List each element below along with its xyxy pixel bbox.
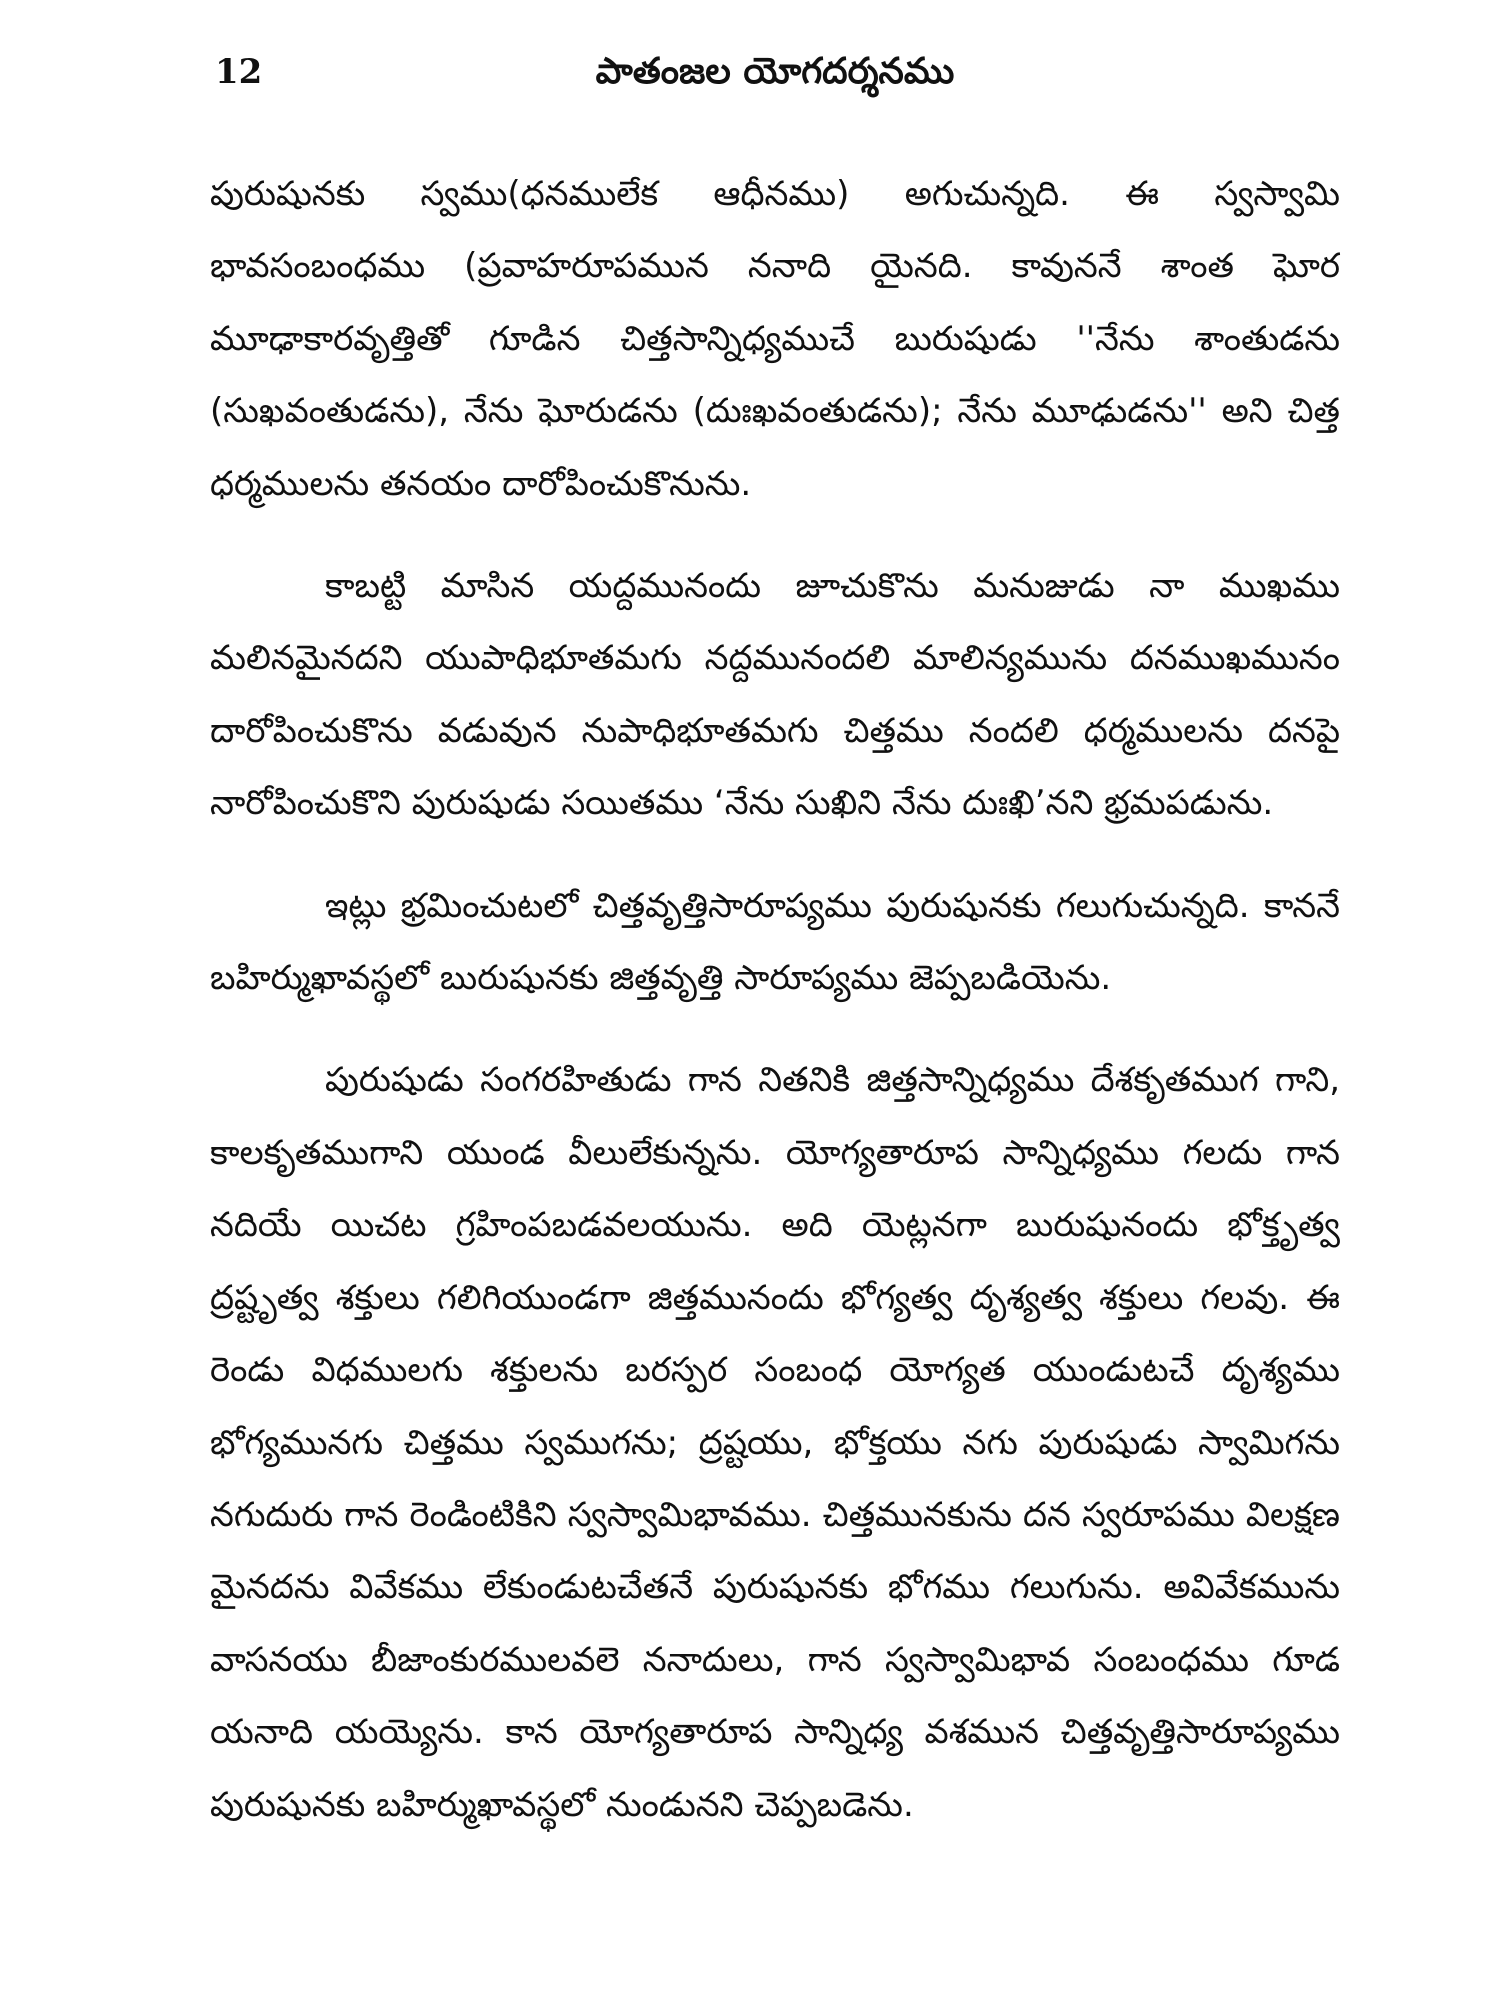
paragraph-3: ఇట్లు భ్రమించుటలో చిత్తవృత్తిసారూప్యము పురుషునకు గలుగుచున్నది. కాననే బహిర్ముఖావస్థలో బురుషునకు జిత్తవృత్తి సారూప్యము జెప్పబడియెను.	[210, 885, 1340, 999]
page-number: 12	[215, 52, 263, 92]
running-title: పాతంజల యోగదర్శనము	[595, 51, 955, 92]
page-header	[215, 42, 1335, 102]
paragraph-4: పురుషుడు సంగరహితుడు గాన నితనికి జిత్తసాన్నిధ్యము దేశకృతముగ గాని, కాలకృతముగాని యుండ వీలులేకున్నను. యోగ్యతారూప సాన్నిధ్యము గలదు గాన నదియే యిచట గ్రహింపబడవలయును. అది యెట్లనగా బురుషునందు భోక్తృత్వ ద్రష్టృత్వ శక్తులు గలిగియుండగా జిత్తమునందు భోగ్యత్వ దృశ్యత్వ శక్తులు గలవు. ఈ రెండు విధములగు శక్తులను బరస్పర సంబంధ యోగ్యత యుండుటచే దృశ్యము భోగ్యమునగు చిత్తము స్వముగను; ద్రష్టయు, భోక్తయు నగు పురుషుడు స్వామిగను నగుదురు గాన రెండింటికిని స్వస్వామిభావము. చిత్తమునకును దన స్వరూపము విలక్షణ మైనదను వివేకము లేకుండుటచేతనే పురుషునకు భోగము గలుగును. అవివేకమును వాసనయు బీజాంకురములవలె ననాదులు, గాన స్వస్వామిభావ సంబంధము గూడ యనాది యయ్యెను. కాన యోగ్యతారూప సాన్నిధ్య వశమున చిత్తవృత్తిసారూప్యము పురుషునకు బహిర్ముఖావస్థలో నుండునని చెప్పబడెను.	[210, 1060, 1340, 1825]
page-body	[210, 158, 1340, 1841]
paragraph-2: కాబట్టి మాసిన యద్దమునందు జూచుకొను మనుజుడు నా ముఖము మలినమైనదని యుపాధిభూతమగు నద్దమునందలి మాలిన్యమును దనముఖమునం దారోపించుకొను వడువున నుపాధిభూతమగు చిత్తము నందలి ధర్మములను దనపై నారోపించుకొని పురుషుడు సయితము ‘నేను సుఖిని నేను దుఃఖి’నని భ్రమపడును.	[210, 566, 1341, 824]
paragraph-1: పురుషునకు స్వము(ధనములేక ఆధీనము) అగుచున్నది. ఈ స్వస్వామి భావసంబంధము (ప్రవాహరూపమున ననాది యైనది. కావుననే శాంత ఘోర మూఢాకారవృత్తితో గూడిన చిత్తసాన్నిధ్యముచే బురుషుడు ''నేను శాంతుడను (సుఖవంతుడను), నేను ఘోరుడను (దుఃఖవంతుడను); నేను మూఢుడను'' అని చిత్త ధర్మములను తనయం దారోపించుకొనును.	[210, 174, 1340, 504]
